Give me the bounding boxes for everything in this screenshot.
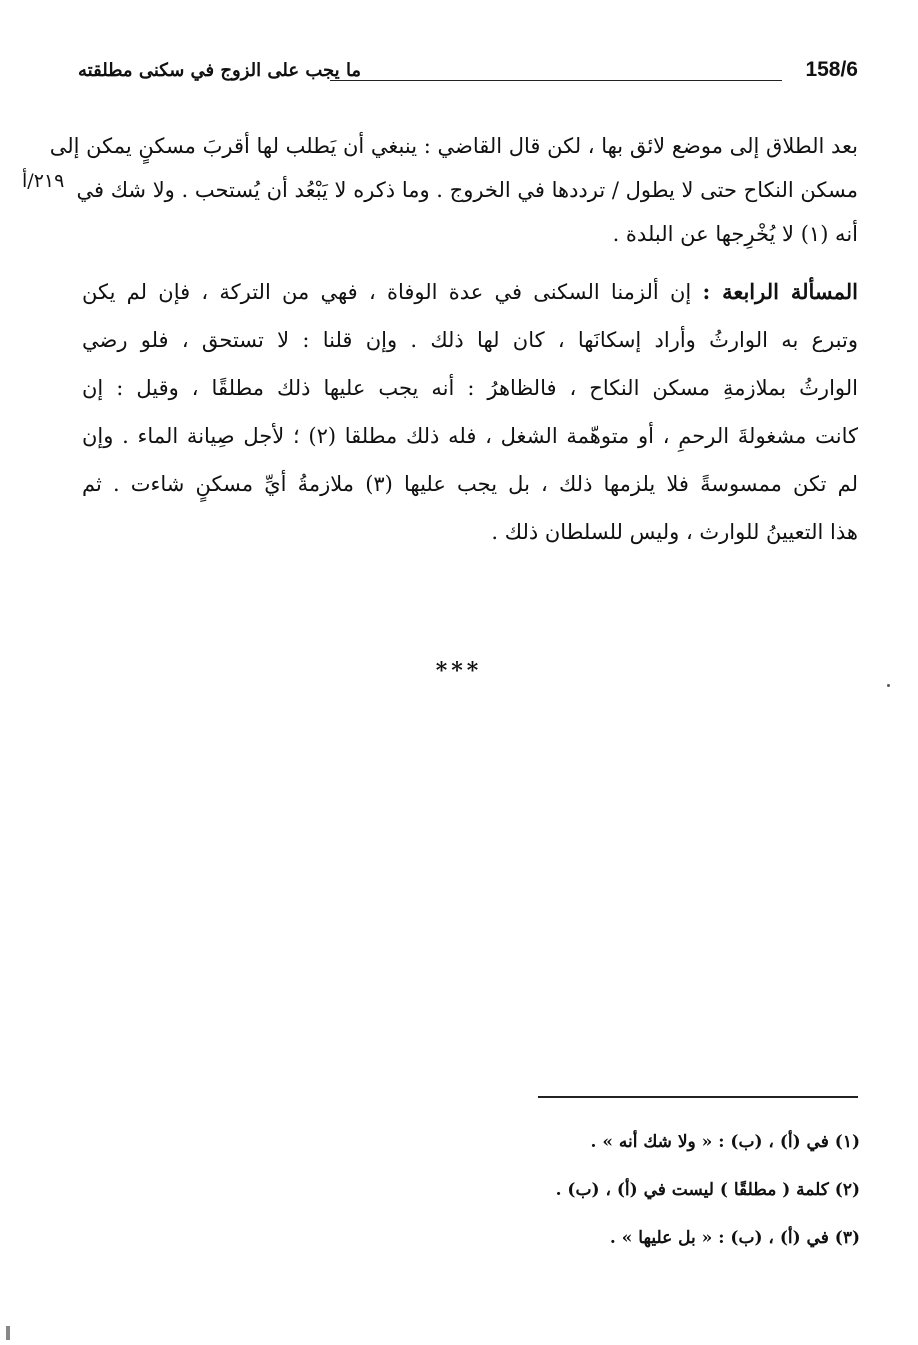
footnotes — [360, 1118, 860, 1262]
paragraph-line: بعد الطلاق إلى موضع لائق بها ، لكن قال القاضي : ينبغي أن يَطلب لها أقربَ مسكنٍ يمكن إلى — [49, 134, 858, 158]
paragraph-2 — [82, 268, 858, 556]
footnote: (٢) كلمة ( مطلقًا ) ليست في (أ) ، (ب) . — [555, 1180, 860, 1200]
paragraph-1 — [49, 124, 858, 256]
paragraph-line: وتبرع به الوارثُ وأراد إسكانَها ، كان لها ذلك . وإن قلنا : لا تستحق ، فلو رضي — [82, 328, 858, 352]
header-rule — [330, 80, 782, 81]
paragraph-line: لم تكن ممسوسةً فلا يلزمها ذلك ، بل يجب عليها (٣) ملازمةُ أيِّ مسكنٍ شاءت . ثم — [82, 472, 858, 496]
paragraph-line: الوارثُ بملازمةِ مسكن النكاح ، فالظاهرُ : أنه يجب عليها ذلك مطلقًا ، وقيل : إن — [82, 376, 858, 400]
scan-speck — [887, 684, 890, 687]
footnote-rule — [538, 1096, 858, 1098]
page-number: 158/6 — [805, 58, 858, 81]
section-separator: *** — [435, 658, 483, 684]
paragraph-line: أنه (١) لا يُخْرِجها عن البلدة . — [612, 222, 858, 246]
footnote: (١) في (أ) ، (ب) : « ولا شك أنه » . — [590, 1132, 860, 1152]
scan-edge-mark — [6, 1326, 10, 1340]
paragraph-line: كانت مشغولةَ الرحمِ ، أو متوهّمة الشغل ، فله ذلك مطلقا (٢) ؛ لأجل صِيانة الماء . وإن — [82, 424, 859, 448]
paragraph-line: مسكن النكاح حتى لا يطول / ترددها في الخروج . وما ذكره لا يَبْعُد أن يُستحب . ولا شك في — [76, 178, 858, 202]
manuscript-folio-note: ٢١٩/أ — [22, 170, 65, 192]
running-title: ما يجب على الزوج في سكنى مطلقته — [78, 60, 362, 81]
footnote: (٣) في (أ) ، (ب) : « بل عليها » . — [609, 1228, 860, 1248]
issue-heading: المسألة الرابعة : — [702, 279, 858, 304]
paragraph-line-text: إن ألزمنا السكنى في عدة الوفاة ، فهي من التركة ، فإن لم يكن — [82, 280, 703, 304]
paragraph-line — [82, 268, 858, 316]
paragraph-line: هذا التعيينُ للوارث ، وليس للسلطان ذلك . — [491, 520, 858, 544]
page-header — [78, 58, 858, 92]
